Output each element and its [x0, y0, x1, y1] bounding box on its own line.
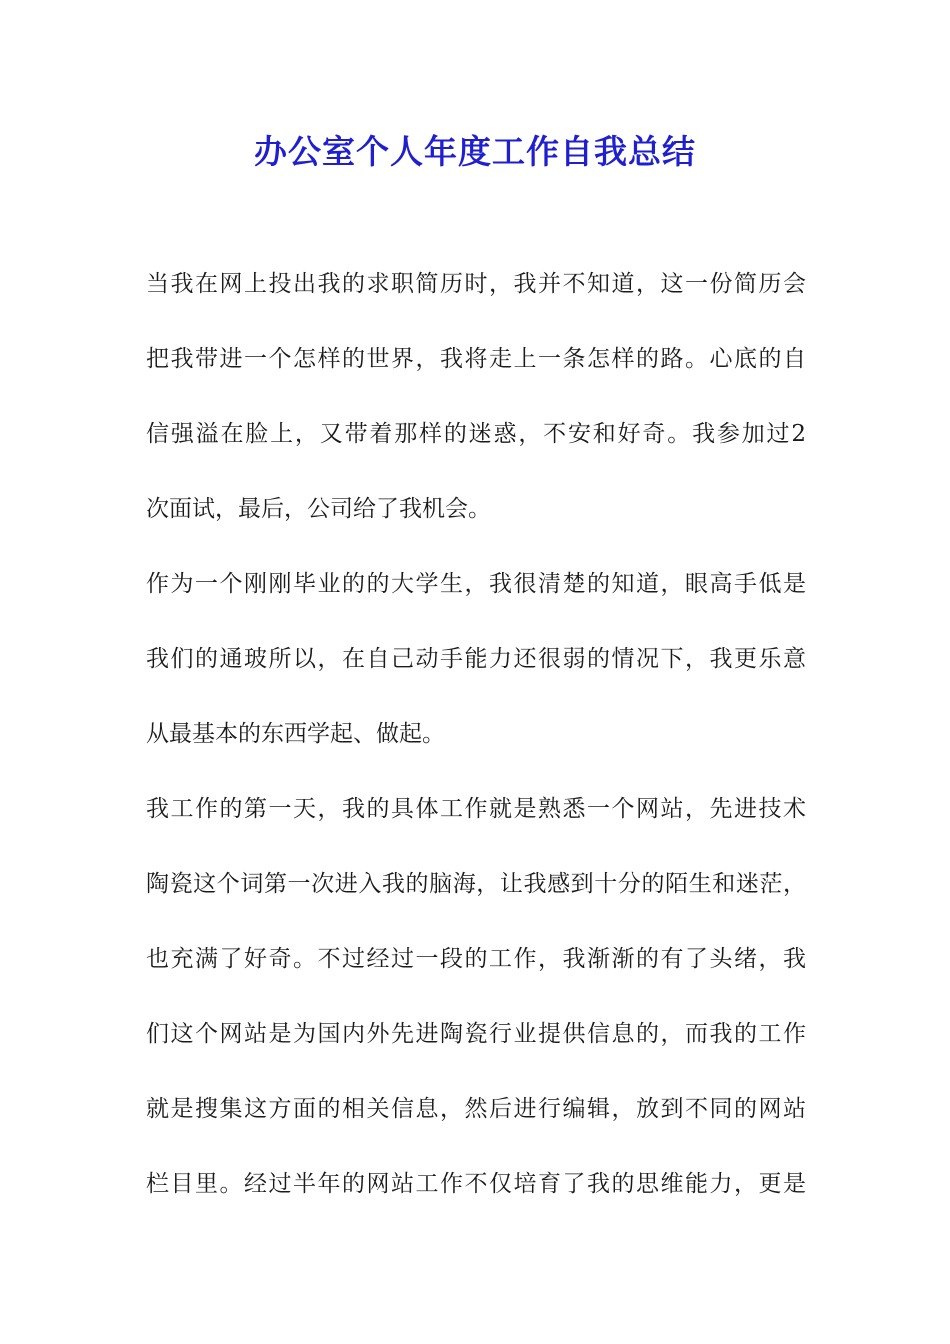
- body-line: 也充满了好奇。不过经过一段的工作，我渐渐的有了头绪，我: [146, 946, 806, 972]
- body-line: 当我在网上投出我的求职简历时，我并不知道，这一份简历会: [146, 271, 806, 297]
- body-line: 我们的通玻所以，在自己动手能力还很弱的情况下，我更乐意: [146, 646, 806, 672]
- body-line: 陶瓷这个词第一次进入我的脑海，让我感到十分的陌生和迷茫，: [146, 871, 806, 897]
- document-title: 办公室个人年度工作自我总结: [254, 132, 696, 171]
- body-line: 把我带进一个怎样的世界，我将走上一条怎样的路。心底的自: [146, 346, 806, 372]
- body-line: 作为一个刚刚毕业的的大学生，我很清楚的知道，眼高手低是: [146, 571, 806, 597]
- body-line: 从最基本的东西学起、做起。: [146, 721, 445, 747]
- body-line: 栏目里。经过半年的网站工作不仅培育了我的思维能力，更是: [146, 1171, 806, 1197]
- body-line: 我工作的第一天，我的具体工作就是熟悉一个网站，先进技术: [146, 796, 806, 822]
- body-line: 就是搜集这方面的相关信息，然后进行编辑，放到不同的网站: [146, 1096, 806, 1122]
- body-line: 次面试，最后，公司给了我机会。: [146, 496, 491, 522]
- body-line: 信强溢在脸上，又带着那样的迷惑，不安和好奇。我参加过2: [146, 421, 806, 447]
- body-line: 们这个网站是为国内外先进陶瓷行业提供信息的，而我的工作: [146, 1021, 806, 1047]
